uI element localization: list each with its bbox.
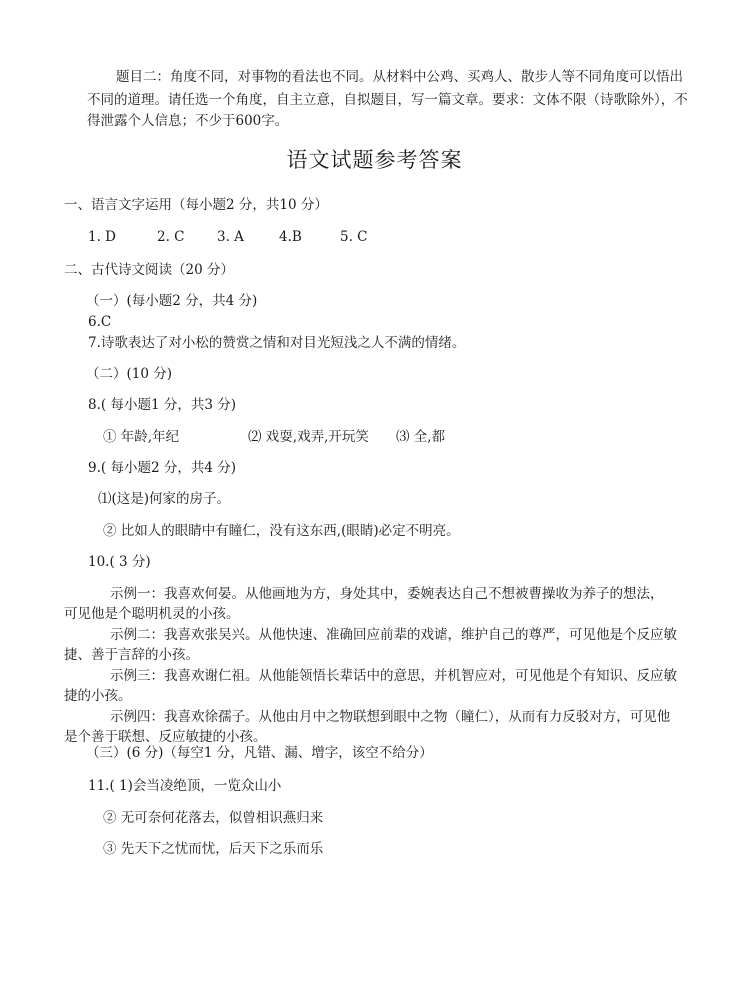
answer-4: 4.B: [279, 229, 302, 245]
example-2-line-1: 示例二：我喜欢张吴兴。从他快速、准确回应前辈的戏谑，维护自己的尊严，可见他是个反应敏: [110, 627, 677, 643]
page-title: 语文试题参考答案: [286, 148, 463, 172]
part-3-heading: （三）(6 分)（每空1 分，凡错、漏、增字，该空不给分）: [86, 745, 433, 761]
answer-7: 7.诗歌表达了对小松的赞赏之情和对目光短浅之人不满的情绪。: [88, 335, 466, 351]
q8-heading: 8.( 每小题1 分，共3 分): [88, 397, 236, 413]
answer-1: 1. D: [88, 229, 116, 245]
example-4-line-2: 是个善于联想、反应敏捷的小孩。: [64, 729, 267, 745]
q11-answer-3: ③ 先天下之忧而忧，后天下之乐而乐: [103, 841, 324, 857]
answer-2: 2. C: [157, 229, 185, 245]
answer-3: 3. A: [217, 229, 244, 245]
q11-answer-2: ② 无可奈何花落去，似曾相识燕归来: [103, 810, 324, 826]
example-3-line-1: 示例三：我喜欢谢仁祖。从他能领悟长辈话中的意思，并机智应对，可见他是个有知识、反应敏: [110, 668, 677, 684]
part-1-heading: （一）(每小题2 分，共4 分): [86, 293, 258, 309]
q8-answer-1: ① 年龄,年纪: [103, 429, 180, 445]
q9-heading: 9.( 每小题2 分，共4 分): [88, 460, 236, 476]
essay-line-1: 题目二：角度不同，对事物的看法也不同。从材料中公鸡、买鸡人、散步人等不同角度可以悟出: [116, 69, 683, 85]
example-1-line-2: 可见他是个聪明机灵的小孩。: [64, 606, 240, 622]
q10-heading: 10.( 3 分): [88, 554, 151, 570]
q11-answer-1: 11.( 1)会当凌绝顶，一览众山小: [88, 778, 282, 794]
example-4-line-1: 示例四：我喜欢徐孺子。从他由月中之物联想到眼中之物（瞳仁），从而有力反驳对方，可见他: [110, 709, 671, 725]
q9-answer-1: ⑴(这是)何家的房子。: [98, 491, 231, 507]
part-2-heading: （二）(10 分): [86, 366, 173, 382]
essay-line-3: 得泄露个人信息；不少于600字。: [87, 113, 289, 129]
answer-6: 6.C: [88, 314, 112, 330]
essay-line-2: 不同的道理。请任选一个角度，自主立意，自拟题目，写一篇文章。要求：文体不限（诗歌除外），不: [87, 92, 688, 108]
section-2-heading: 二、古代诗文阅读（20 分）: [64, 262, 234, 278]
example-2-line-2: 捷、善于言辞的小孩。: [64, 647, 199, 663]
example-1-line-1: 示例一：我喜欢何晏。从他画地为方，身处其中，委婉表达自己不想被曹操收为养子的想法，: [110, 586, 664, 602]
q9-answer-2: ② 比如人的眼睛中有瞳仁，没有这东西,(眼睛)必定不明亮。: [103, 523, 460, 539]
q8-answer-2: ⑵ 戏耍,戏弄,开玩笑: [248, 429, 369, 445]
answer-5: 5. C: [340, 229, 368, 245]
example-3-line-2: 捷的小孩。: [64, 688, 132, 704]
q8-answer-3: ⑶ 全,都: [396, 429, 446, 445]
section-1-heading: 一、语言文字运用（每小题2 分，共10 分）: [64, 197, 328, 213]
